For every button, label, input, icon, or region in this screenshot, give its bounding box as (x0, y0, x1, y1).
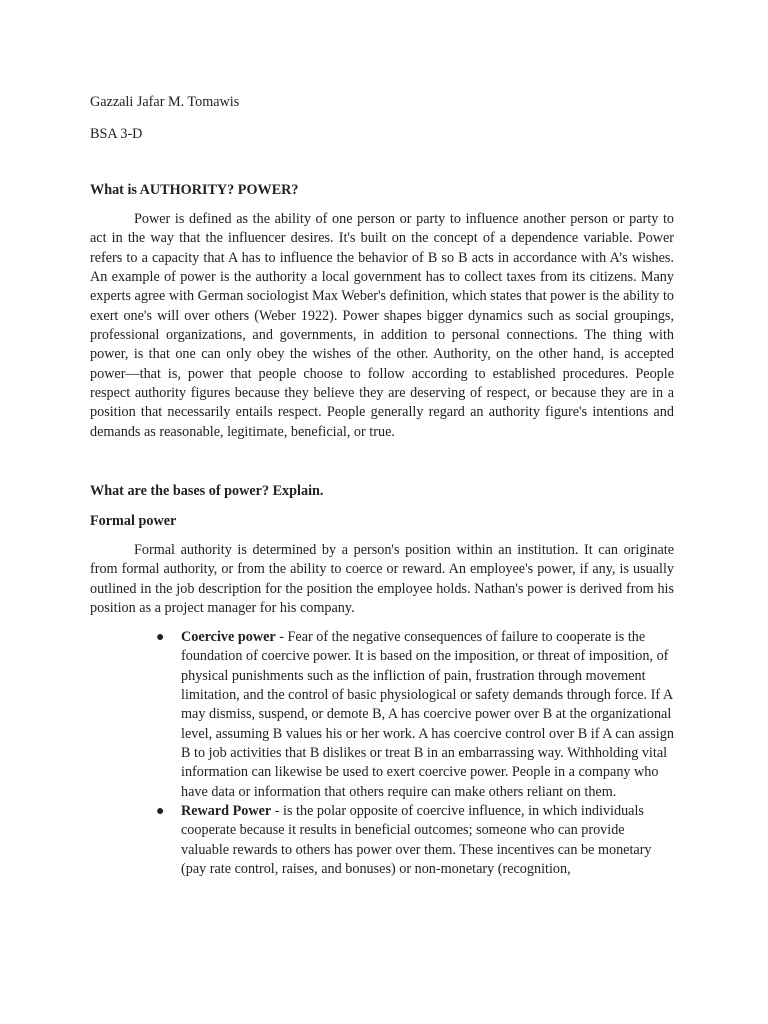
section-heading-bases-of-power: What are the bases of power? Explain. (90, 483, 324, 499)
author-name: Gazzali Jafar M. Tomawis (90, 94, 240, 110)
section-heading-authority-power: What is AUTHORITY? POWER? (90, 182, 299, 198)
formal-power-paragraph: Formal authority is determined by a person's position within an institution. It can originate from formal authority, or from the ability to coerce or reward. An employee's power, if any, is usually outlined in the job description for the position the employee holds. Nathan's power is derived from his position as a project manager for his company. (90, 542, 674, 617)
list-item-reward-power (150, 802, 674, 879)
bullet-text: - Fear of the negative consequences of failure to cooperate is the foundation of coercive power. It is based on the imposition, or threat of imposition, of physical punishments such as the infliction of pain, frustration through movement limitation, and the control of basic physiological or safety demands through force. If A may dismiss, suspend, or demote B, A has coercive power over B at the organizational level, assuming B values his or her work. A has coercive control over B if A can assign B to job activities that B dislikes or treat B in an embarrassing way. Withholding vital information can likewise be used to exert coercive power. People in a company who have data or information that others require can make others reliant on them. (181, 629, 674, 800)
bullet-icon: ● (156, 630, 165, 645)
bullet-text: - is the polar opposite of coercive influence, in which individuals cooperate because it results in beneficial outcomes; someone who can provide valuable rewards to others has power over them. These incentives can be monetary (pay rate control, raises, and bonuses) or non-monetary (recognition, (181, 803, 652, 878)
subheading-formal-power: Formal power (90, 513, 177, 529)
power-types-list (150, 628, 674, 879)
authority-power-paragraph: Power is defined as the ability of one person or party to influence another person or party to act in the way that the influencer desires. It's built on the concept of a dependence variable. Power refers to a capacity that A has to influence the behavior of B so B acts in accordance with A’s wishes. An example of power is the authority a local government has to collect taxes from its citizens. Many experts agree with German sociologist Max Weber's definition, which states that power is the ability to exert one's will over others (Weber 1922). Power shapes bigger dynamics such as social groupings, professional organizations, and governments, in addition to personal connections. The thing with power, is that one can only obey the wishes of the other. Authority, on the other hand, is accepted power—that is, power that people choose to follow according to established procedures. People respect authority figures because they believe they are deserving of respect, or because they are in a position that necessarily entails respect. People generally regard an authority figure's intentions and demands as reasonable, legitimate, beneficial, or true. (90, 211, 674, 440)
bullet-term: Coercive power (181, 629, 276, 645)
bullet-icon: ● (156, 804, 165, 820)
author-section: BSA 3-D (90, 126, 143, 142)
list-item-coercive-power (150, 628, 674, 802)
bullet-term: Reward Power (181, 803, 272, 820)
